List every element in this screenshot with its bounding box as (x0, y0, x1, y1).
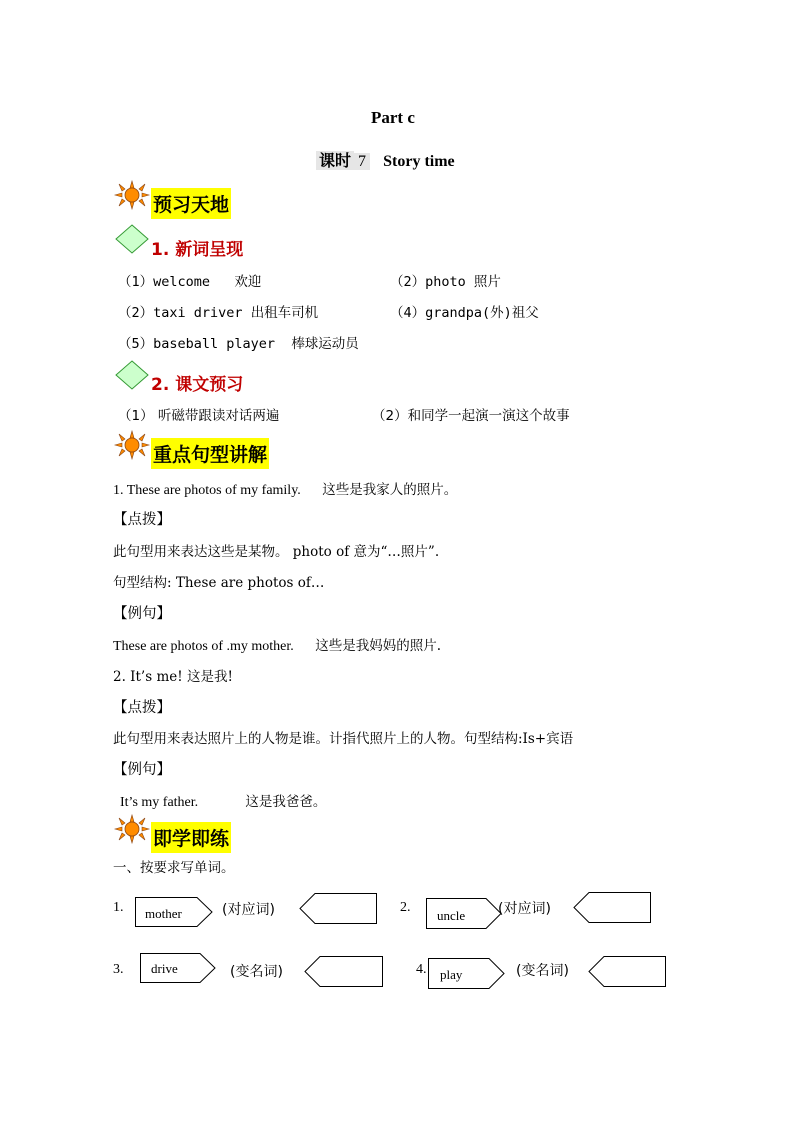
word-cn: 欢迎 (234, 274, 262, 290)
word-cn: 照片 (473, 274, 501, 290)
lesson-number: 7 (354, 153, 370, 170)
preview-item (118, 404, 279, 424)
answer-box[interactable] (304, 956, 383, 987)
exercise-hint: (变名词) (516, 963, 569, 979)
exercise-word: drive (151, 961, 178, 976)
tip-label: 【点拨】 (113, 700, 171, 716)
example-cn: 这些是我妈妈的照片. (315, 638, 442, 654)
word-en: （5）baseball player (118, 336, 276, 352)
point-1-tip: 此句型用来表达这些是某物。 photo of 意为“…照片”. (113, 544, 440, 560)
example-en: It’s my father. (120, 795, 199, 810)
exercise-word: uncle (437, 908, 466, 923)
word-item (390, 270, 501, 290)
exercise-word: play (440, 967, 463, 982)
word-item (390, 301, 539, 321)
sun-icon (113, 814, 151, 844)
exercise-hint: (变名词) (230, 964, 283, 980)
answer-box[interactable] (588, 956, 666, 987)
section-practice-banner: 即学即练 (151, 822, 231, 853)
exercise-hint: (对应词) (222, 902, 275, 918)
section-preview-banner: 预习天地 (151, 188, 231, 219)
answer-box[interactable] (299, 893, 377, 924)
point-2-sentence: 2. It’s me! 这是我! (113, 669, 233, 685)
point-2-example (120, 790, 326, 811)
new-words-heading: 1. 新词呈现 (151, 240, 244, 260)
lesson-label: 课时 (316, 151, 354, 170)
sentence-en: 1. These are photos of my family. (113, 483, 301, 498)
point-2-tip: 此句型用来表达照片上的人物是谁。计指代照片上的人物。句型结构:Is+宾语 (113, 731, 574, 747)
preview-item-text: （1） 听磁带跟读对话两遍 (118, 408, 280, 424)
word-cn: 祖父 (511, 305, 539, 321)
sun-icon (113, 180, 151, 210)
point-1-sentence (113, 478, 457, 499)
word-en: （2）taxi driver (118, 305, 243, 321)
word-en: （2）photo (390, 274, 466, 290)
exercise-number: 2. (400, 900, 411, 915)
word-item (118, 332, 359, 352)
word-cn: 出租车司机 (250, 305, 319, 321)
example-cn: 这是我爸爸。 (245, 794, 327, 810)
sentence-cn: 这些是我家人的照片。 (322, 482, 458, 498)
exercise-number: 1. (113, 900, 124, 915)
example-label: 【例句】 (113, 606, 171, 622)
preview-item-text: （2）和同学一起演一演这个故事 (372, 408, 570, 424)
section-key-sentences-banner: 重点句型讲解 (151, 438, 269, 469)
example-label: 【例句】 (113, 762, 171, 778)
exercise-number: 3. (113, 962, 124, 977)
word-en: （1）welcome (118, 274, 211, 290)
point-1-example (113, 634, 441, 655)
word-en: （4）grandpa(外) (390, 305, 512, 321)
text-preview-heading: 2. 课文预习 (151, 375, 244, 395)
word-cn: 棒球运动员 (291, 336, 359, 352)
word-item (118, 270, 261, 290)
exercise-word: mother (145, 906, 182, 921)
word-item (118, 301, 318, 321)
exercise-number: 4. (416, 962, 427, 977)
sun-icon (113, 430, 151, 460)
diamond-icon (115, 224, 149, 254)
tip-label: 【点拨】 (113, 512, 171, 528)
exercise-hint: (对应词) (498, 901, 551, 917)
diamond-icon (115, 360, 149, 390)
page-title: Part c (371, 108, 415, 127)
example-en: These are photos of .my mother. (113, 639, 294, 654)
lesson-name: Story time (383, 153, 455, 170)
exercise-instruction: 一、按要求写单词。 (113, 860, 235, 876)
lesson-header (316, 148, 455, 171)
answer-box[interactable] (573, 892, 651, 923)
point-1-structure: 句型结构: These are photos of… (113, 575, 325, 591)
preview-item (372, 404, 570, 424)
